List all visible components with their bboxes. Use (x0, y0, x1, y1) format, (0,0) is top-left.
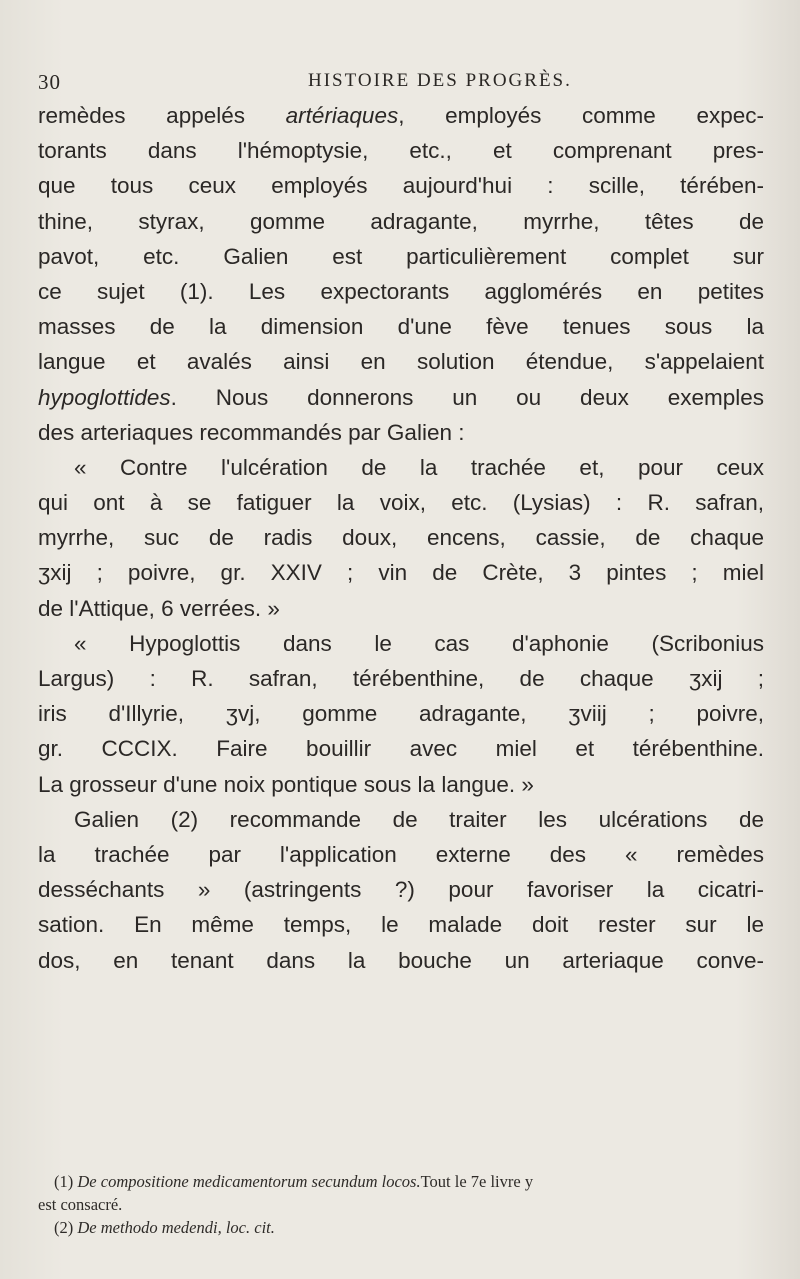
text-line: hypoglottides. Nous donnerons un ou deux exemples (38, 384, 764, 410)
text-line: dos, en tenant dans la bouche un arteriaque conve- (38, 947, 764, 973)
footnote-1: (1) De compositione medicamentorum secundum locos.Tout le 7e livre y (54, 1172, 534, 1191)
text-line: ce sujet (1). Les expectorants agglomérés en petites (38, 278, 764, 304)
text-line: des arteriaques recommandés par Galien : (38, 419, 465, 445)
text-line: sation. En même temps, le malade doit rester sur le (38, 912, 764, 938)
page-header (38, 62, 738, 102)
text-line: iris d'Illyrie, ʒvj, gomme adragante, ʒviij ; poivre, (38, 701, 764, 727)
text-line: remèdes appelés artériaques, employés comme expec- (38, 103, 764, 128)
text-line: langue et avalés ainsi en solution étendue, s'appelaient (38, 349, 764, 375)
text-line: Galien (2) recommande de traiter les ulcérations de (74, 806, 764, 832)
text-line: Largus) : R. safran, térébenthine, de chaque ʒxij ; (38, 666, 764, 691)
text-line: qui ont à se fatiguer la voix, etc. (Lysias) : R. safran, (38, 490, 764, 516)
footnote-1-continuation: est consacré. (38, 1195, 123, 1214)
text-line: ʒxij ; poivre, gr. XXIV ; vin de Crète, 3 pintes ; miel (38, 560, 764, 586)
text-line: thine, styrax, gomme adragante, myrrhe, têtes de (38, 208, 764, 234)
footnote-2: (2) De methodo medendi, loc. cit. (54, 1218, 275, 1237)
text-line: gr. CCCIX. Faire bouillir avec miel et térébenthine. (38, 736, 764, 762)
text-line: « Hypoglottis dans le cas d'aphonie (Scribonius (74, 630, 764, 656)
footnotes (38, 1170, 764, 1239)
text-line: torants dans l'hémoptysie, etc., et comprenant pres- (38, 138, 764, 164)
text-line: de l'Attique, 6 verrées. » (38, 595, 280, 621)
text-line: la trachée par l'application externe des « remèdes (38, 841, 764, 867)
text-line: pavot, etc. Galien est particulièrement complet sur (38, 243, 764, 269)
text-line: desséchants » (astringents ?) pour favoriser la cicatri- (38, 877, 764, 903)
text-line: La grosseur d'une noix pontique sous la langue. » (38, 771, 534, 797)
page-number: 30 (38, 70, 61, 94)
text-line: masses de la dimension d'une fève tenues sous la (38, 314, 764, 340)
text-line: myrrhe, suc de radis doux, encens, cassie, de chaque (38, 525, 764, 551)
text-line: « Contre l'ulcération de la trachée et, pour ceux (74, 454, 764, 480)
running-title: HISTOIRE DES PROGRÈS. (308, 70, 572, 91)
body-text (38, 98, 764, 978)
text-line: que tous ceux employés aujourd'hui : scille, térében- (38, 173, 764, 199)
